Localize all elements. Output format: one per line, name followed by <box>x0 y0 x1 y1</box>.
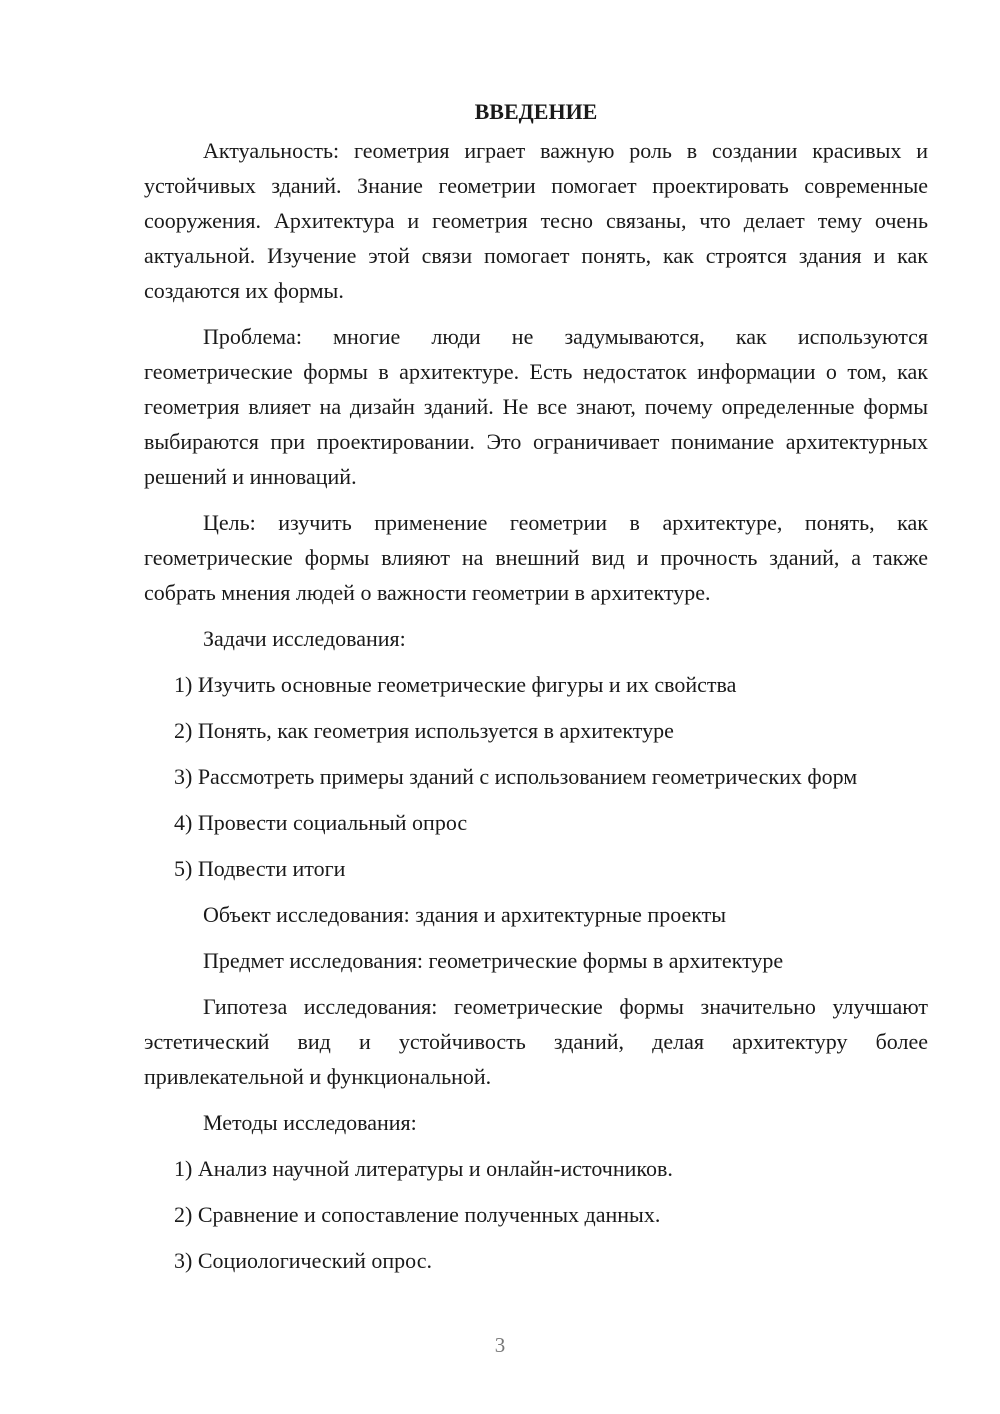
task-item: 3) Рассмотреть примеры зданий с использованием геометрических форм <box>174 764 858 789</box>
method-item: 1) Анализ научной литературы и онлайн-источников. <box>174 1156 673 1181</box>
method-item: 3) Социологический опрос. <box>174 1248 432 1273</box>
task-item: 1) Изучить основные геометрические фигуры и их свойства <box>174 672 737 697</box>
object-line: Объект исследования: здания и архитектурные проекты <box>203 902 727 927</box>
document-page <box>144 94 928 1278</box>
page-number: 3 <box>494 1333 506 1357</box>
tasks-label: Задачи исследования: <box>203 626 406 651</box>
task-item: 4) Провести социальный опрос <box>174 810 468 835</box>
subject-line: Предмет исследования: геометрические формы в архитектуре <box>203 948 784 973</box>
task-item: 5) Подвести итоги <box>174 856 346 881</box>
relevance-paragraph: Актуальность: геометрия играет важную роль в создании красивых и устойчивых зданий. Знание геометрии помогает проектировать современные сооружения. Архитектура и геометрия тесно связаны, что делает тему очень актуальной. Изучение этой связи помогает понять, как строятся здания и как создаются их формы. <box>144 138 928 303</box>
problem-paragraph: Проблема: многие люди не задумываются, как используются геометрические формы в архитектуре. Есть недостаток информации о том, как геометрия влияет на дизайн зданий. Не все знают, почему определенные формы выбираются при проектировании. Это ограничивает понимание архитектурных решений и инноваций. <box>144 324 928 489</box>
goal-paragraph: Цель: изучить применение геометрии в архитектуре, понять, как геометрические формы влияют на внешний вид и прочность зданий, а также собрать мнения людей о важности геометрии в архитектуре. <box>144 510 928 605</box>
task-item: 2) Понять, как геометрия используется в архитектуре <box>174 718 674 743</box>
method-item: 2) Сравнение и сопоставление полученных данных. <box>174 1202 661 1227</box>
hypothesis-paragraph: Гипотеза исследования: геометрические формы значительно улучшают эстетический вид и устойчивость зданий, делая архитектуру более привлекательной и функциональной. <box>144 994 928 1089</box>
page-title: ВВЕДЕНИЕ <box>474 99 598 124</box>
methods-label: Методы исследования: <box>203 1110 417 1135</box>
